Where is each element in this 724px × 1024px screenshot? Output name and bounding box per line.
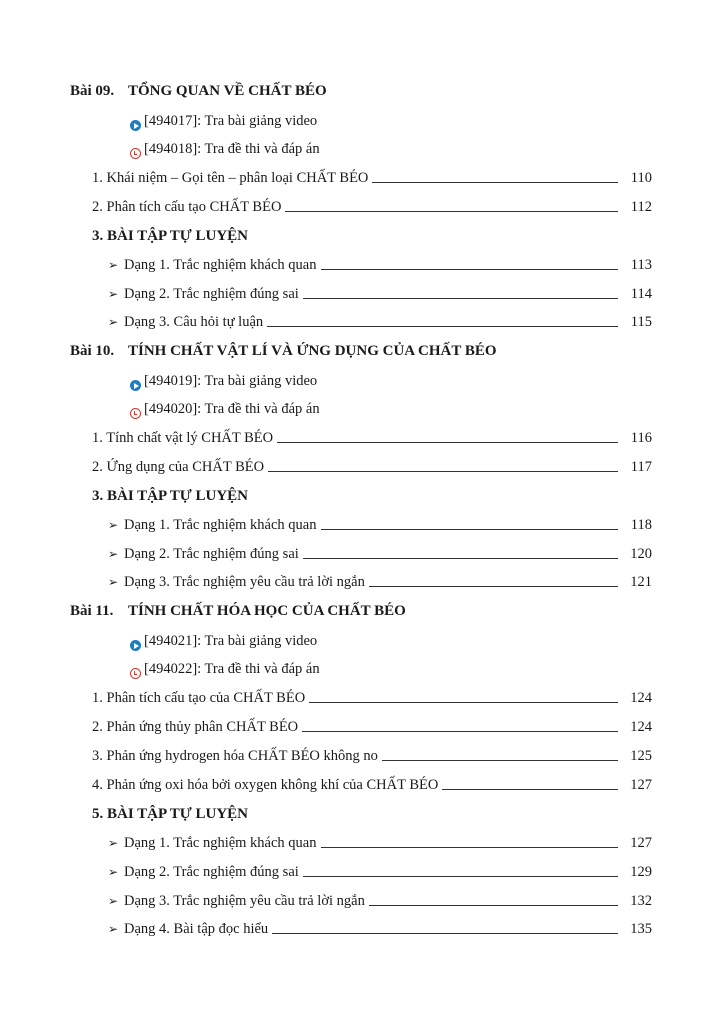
exam-lookup-link[interactable] (0, 654, 724, 678)
exercise-entry[interactable] (0, 307, 724, 331)
lesson-title: TỔNG QUAN VỀ CHẤT BÉO (128, 83, 327, 99)
toc-entry-text: 1. Tính chất vật lý CHẤT BÉO (92, 430, 274, 446)
clock-icon (130, 668, 141, 679)
leader-line (369, 586, 618, 587)
leader-line (302, 731, 618, 732)
exam-lookup-link[interactable] (0, 394, 724, 418)
leader-line (309, 702, 618, 703)
page-number: 112 (630, 199, 652, 215)
lesson-number: Bài 11. (70, 603, 114, 619)
toc-entry[interactable] (0, 741, 724, 765)
arrow-bullet-icon: ➢ (108, 836, 119, 850)
toc-entry-text: 3. Phản ứng hydrogen hóa CHẤT BÉO không no (92, 748, 378, 764)
leader-line (277, 442, 618, 443)
arrow-bullet-icon: ➢ (108, 547, 119, 561)
toc-entry-text: 2. Phản ứng thủy phân CHẤT BÉO (92, 719, 299, 735)
clock-icon (130, 408, 141, 419)
leader-line (267, 326, 618, 327)
toc-entry[interactable] (0, 163, 724, 187)
lesson-title: TÍNH CHẤT VẬT LÍ VÀ ỨNG DỤNG CỦA CHẤT BÉO (128, 343, 497, 359)
page-number: 125 (630, 748, 652, 764)
leader-line (321, 269, 619, 270)
page-number: 116 (630, 430, 652, 446)
exercise-text: Dạng 2. Trắc nghiệm đúng sai (124, 286, 299, 302)
exercise-text: Dạng 3. Câu hỏi tự luận (124, 314, 264, 330)
exercise-text: Dạng 1. Trắc nghiệm khách quan (124, 257, 317, 273)
exercise-text: Dạng 1. Trắc nghiệm khách quan (124, 517, 317, 533)
toc-entry[interactable] (0, 770, 724, 794)
page-number: 113 (630, 257, 652, 273)
exercise-entry[interactable] (0, 886, 724, 910)
lesson-heading (0, 336, 724, 360)
leader-line (321, 847, 619, 848)
exercise-entry[interactable] (0, 914, 724, 938)
exercise-entry[interactable] (0, 510, 724, 534)
arrow-bullet-icon: ➢ (108, 575, 119, 589)
page-number: 129 (630, 864, 652, 880)
exercise-entry[interactable] (0, 250, 724, 274)
arrow-bullet-icon: ➢ (108, 287, 119, 301)
page-number: 117 (630, 459, 652, 475)
lesson-heading (0, 76, 724, 100)
video-lookup-text: [494017]: Tra bài giảng video (144, 113, 318, 129)
toc-entry[interactable] (0, 423, 724, 447)
lesson-number: Bài 09. (70, 83, 115, 99)
leader-line (382, 760, 618, 761)
toc-entry-text: 2. Ứng dụng của CHẤT BÉO (92, 459, 265, 475)
exercise-entry[interactable] (0, 567, 724, 591)
page-number: 127 (630, 777, 652, 793)
exam-lookup-text: [494018]: Tra đề thi và đáp án (144, 141, 320, 157)
exercise-text: Dạng 1. Trắc nghiệm khách quan (124, 835, 317, 851)
play-circle-icon (130, 380, 141, 391)
page-number: 114 (630, 286, 652, 302)
page-number: 121 (630, 574, 652, 590)
leader-line (272, 933, 618, 934)
toc-entry-text: 4. Phản ứng oxi hóa bởi oxygen không khí của CHẤT BÉO (92, 777, 439, 793)
arrow-bullet-icon: ➢ (108, 518, 119, 532)
play-circle-icon (130, 120, 141, 131)
video-lookup-text: [494021]: Tra bài giảng video (144, 633, 318, 649)
leader-line (268, 471, 618, 472)
exercise-entry[interactable] (0, 279, 724, 303)
arrow-bullet-icon: ➢ (108, 865, 119, 879)
section-heading: 5. BÀI TẬP TỰ LUYỆN (92, 806, 249, 822)
leader-line (372, 182, 618, 183)
arrow-bullet-icon: ➢ (108, 258, 119, 272)
exercise-entry[interactable] (0, 828, 724, 852)
leader-line (303, 876, 618, 877)
page-number: 124 (630, 719, 652, 735)
exam-lookup-link[interactable] (0, 134, 724, 158)
exercise-text: Dạng 2. Trắc nghiệm đúng sai (124, 864, 299, 880)
toc-entry[interactable] (0, 452, 724, 476)
page-number: 120 (630, 546, 652, 562)
toc-entry[interactable] (0, 192, 724, 216)
toc-entry-text: 2. Phân tích cấu tạo CHẤT BÉO (92, 199, 282, 215)
lesson-title: TÍNH CHẤT HÓA HỌC CỦA CHẤT BÉO (128, 603, 406, 619)
leader-line (369, 905, 618, 906)
page-number: 110 (630, 170, 652, 186)
arrow-bullet-icon: ➢ (108, 894, 119, 908)
lesson-number: Bài 10. (70, 343, 115, 359)
section-heading: 3. BÀI TẬP TỰ LUYỆN (92, 228, 249, 244)
leader-line (303, 298, 618, 299)
page-number: 127 (630, 835, 652, 851)
clock-icon (130, 148, 141, 159)
leader-line (285, 211, 618, 212)
exercise-entry[interactable] (0, 857, 724, 881)
toc-entry-text: 1. Khái niệm – Gọi tên – phân loại CHẤT BÉO (92, 170, 369, 186)
exercise-text: Dạng 3. Trắc nghiệm yêu cầu trả lời ngắn (124, 893, 365, 909)
play-circle-icon (130, 640, 141, 651)
toc-entry-text: 1. Phân tích cấu tạo của CHẤT BÉO (92, 690, 306, 706)
toc-entry[interactable] (0, 712, 724, 736)
video-lookup-link[interactable] (0, 366, 724, 390)
page-number: 132 (630, 893, 652, 909)
leader-line (321, 529, 619, 530)
leader-line (303, 558, 618, 559)
exam-lookup-text: [494020]: Tra đề thi và đáp án (144, 401, 320, 417)
exercise-entry[interactable] (0, 539, 724, 563)
page-number: 135 (630, 921, 652, 937)
page-number: 118 (630, 517, 652, 533)
exercise-text: Dạng 4. Bài tập đọc hiểu (124, 921, 269, 937)
exercise-text: Dạng 2. Trắc nghiệm đúng sai (124, 546, 299, 562)
video-lookup-link[interactable] (0, 626, 724, 650)
page-number: 115 (630, 314, 652, 330)
exercise-text: Dạng 3. Trắc nghiệm yêu cầu trả lời ngắn (124, 574, 365, 590)
arrow-bullet-icon: ➢ (108, 315, 119, 329)
page-number: 124 (630, 690, 652, 706)
leader-line (442, 789, 618, 790)
section-heading: 3. BÀI TẬP TỰ LUYỆN (92, 488, 249, 504)
video-lookup-link[interactable] (0, 106, 724, 130)
arrow-bullet-icon: ➢ (108, 922, 119, 936)
exam-lookup-text: [494022]: Tra đề thi và đáp án (144, 661, 320, 677)
toc-entry[interactable] (0, 683, 724, 707)
video-lookup-text: [494019]: Tra bài giảng video (144, 373, 318, 389)
lesson-heading (0, 596, 724, 620)
